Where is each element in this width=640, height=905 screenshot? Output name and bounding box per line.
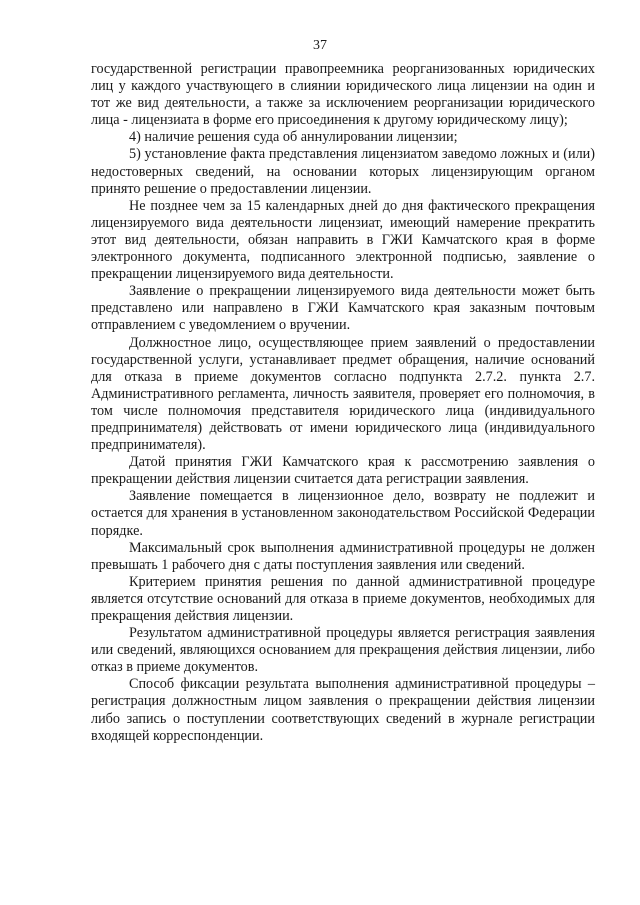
paragraph-max-duration: Максимальный срок выполнения административной процедуры не должен превышать 1 рабочего дня с даты поступления заявления или сведений. — [91, 539, 595, 573]
paragraph-acceptance-date: Датой принятия ГЖИ Камчатского края к рассмотрению заявления о прекращении действия лицензии считается дата регистрации заявления. — [91, 454, 595, 488]
page-number: 37 — [313, 38, 327, 53]
paragraph-result-recording: Способ фиксации результата выполнения административной процедуры – регистрация должностным лицом заявления о прекращении действия лицензии либо запись о поступлении соответствующих сведений в журнале регистрации входящей корреспонденции. — [91, 676, 595, 744]
paragraph-procedure-result: Результатом административной процедуры является регистрация заявления или сведений, являющихся основанием для прекращения действия лицензии, либо отказ в приеме документов. — [91, 625, 595, 676]
paragraph-continuation: государственной регистрации правопреемника реорганизованных юридических лиц у каждого участвующего в слиянии юридического лица лицензии на один и тот же вид деятельности, а также за исключением реорганизации юридического лица - лицензиата в форме его присоединения к другому юридическому лицу); — [91, 61, 595, 129]
paragraph-item-4: 4) наличие решения суда об аннулировании лицензии; — [129, 129, 458, 146]
paragraph-official-review: Должностное лицо, осуществляющее прием заявлений о предоставлении государственной услуги, устанавливает предмет обращения, наличие оснований для отказа в приеме документов согласно подпункта 2.7.2. пункта 2.7. Административного регламента, личность заявителя, проверяет его полномочия, в том числе полномочия представителя юридического лица (индивидуального предпринимателя) действовать от имени юридического лица (индивидуального предпринимателя). — [91, 334, 595, 454]
paragraph-item-5: 5) установление факта представления лицензиатом заведомо ложных и (или) недостоверных сведений, на основании которых лицензирующим органом принято решение о предоставлении лицензии. — [91, 146, 595, 197]
document-body — [91, 61, 595, 745]
paragraph-decision-criterion: Критерием принятия решения по данной административной процедуре является отсутствие оснований для отказа в приеме документов, необходимых для прекращения действия лицензии. — [91, 573, 595, 624]
paragraph-license-file: Заявление помещается в лицензионное дело, возврату не подлежит и остается для хранения в установленном законодательством Российской Федерации порядке. — [91, 488, 595, 539]
paragraph-termination-notice: Не позднее чем за 15 календарных дней до дня фактического прекращения лицензируемого вида деятельности лицензиат, имеющий намерение прекратить этот вид деятельности, обязан направить в ГЖИ Камчатского края в форме электронного документа, подписанного электронной подписью, заявление о прекращении лицензируемого вида деятельности. — [91, 197, 595, 283]
paragraph-postal-submission: Заявление о прекращении лицензируемого вида деятельности может быть представлено или направлено в ГЖИ Камчатского края заказным почтовым отправлением с уведомлением о вручении. — [91, 283, 595, 334]
